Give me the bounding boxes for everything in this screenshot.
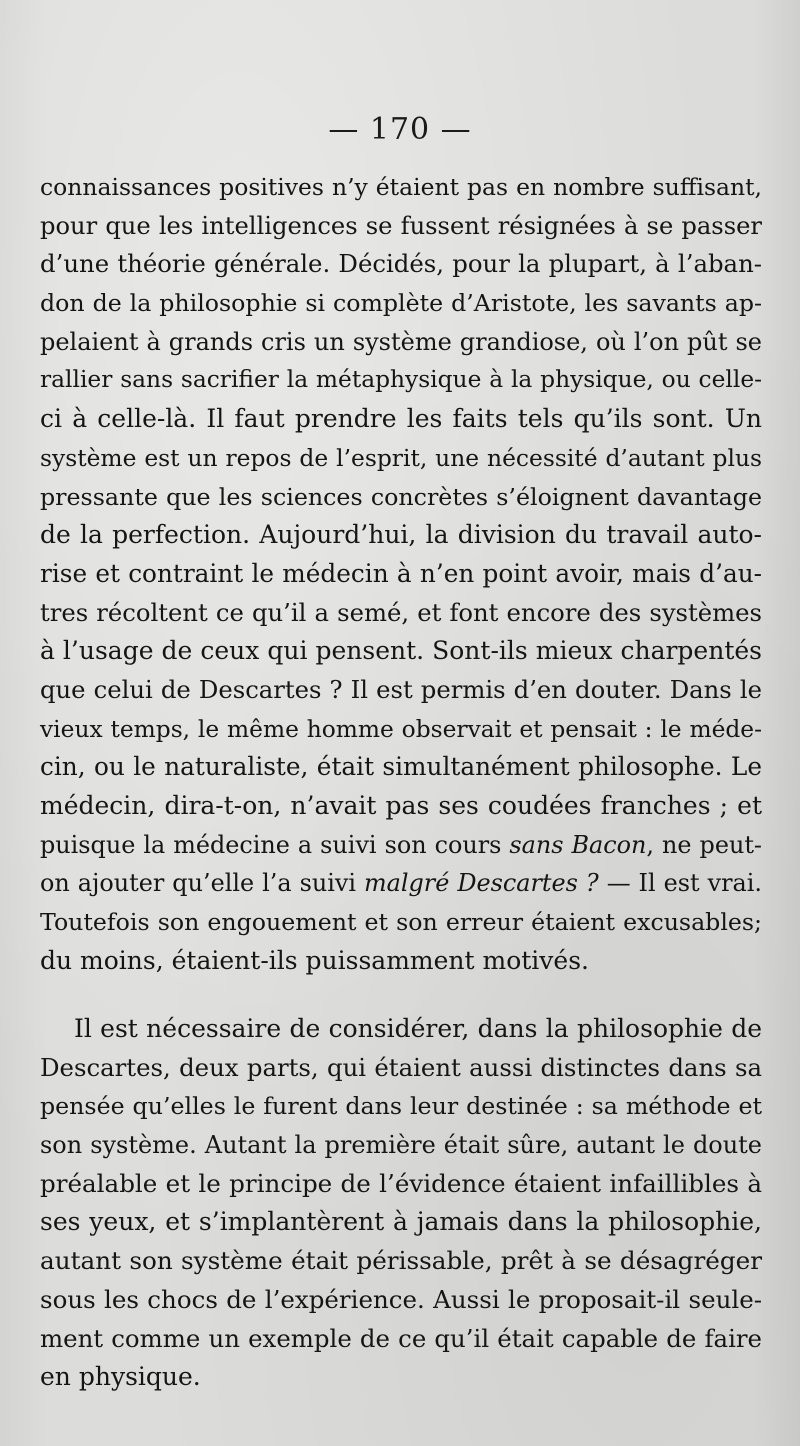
text-line: don de la philosophie si complète d’Aristote, les savants ap-: [40, 289, 762, 318]
text-line: vieux temps, le même homme observait et pensait : le méde-: [40, 714, 762, 743]
page-number: — 170 —: [328, 112, 472, 147]
text-line: en physique.: [40, 1362, 201, 1392]
text-line: Descartes, deux parts, qui étaient aussi distinctes dans sa: [40, 1052, 762, 1082]
text-line: autant son système était périssable, prêt à se désagréger: [40, 1246, 762, 1276]
text-line: à l’usage de ceux qui pensent. Sont-ils mieux charpentés: [40, 636, 762, 666]
text-line: ci à celle-là. Il faut prendre les faits tels qu’ils sont. Un: [40, 404, 762, 434]
text-line: d’une théorie générale. Décidés, pour la plupart, à l’aban-: [40, 249, 762, 279]
italic-segment: sans Bacon: [509, 830, 647, 859]
text-line: préalable et le principe de l’évidence étaient infaillibles à: [40, 1168, 762, 1198]
text-line: pour que les intelligences se fussent résignées à se passer: [40, 211, 762, 240]
text-line: son système. Autant la première était sûre, autant le doute: [40, 1131, 762, 1160]
text-line: Toutefois son engouement et son erreur étaient excusables;: [40, 908, 762, 937]
text-line: que celui de Descartes ? Il est permis d’en douter. Dans le: [40, 674, 762, 704]
text-line: connaissances positives n’y étaient pas en nombre suffisant,: [40, 173, 762, 201]
text-line: ment comme un exemple de ce qu’il était capable de faire: [40, 1323, 762, 1353]
text-line: sous les chocs de l’expérience. Aussi le proposait-il seule-: [40, 1284, 762, 1314]
text-line: médecin, dira-t-on, n’avait pas ses coudées franches ; et: [40, 791, 762, 820]
text-line: de la perfection. Aujourd’hui, la division du travail auto-: [40, 520, 762, 550]
text-segment: on ajouter qu’elle l’a suivi: [40, 869, 364, 898]
text-line: ses yeux, et s’implantèrent à jamais dans la philosophie,: [40, 1207, 762, 1237]
text-segment: — Il est vrai.: [598, 869, 762, 898]
text-segment: , ne peut-: [646, 830, 762, 859]
text-line: pensée qu’elles le furent dans leur destinée : sa méthode et: [40, 1092, 762, 1121]
text-line-italic-mixed: [40, 826, 762, 865]
text-line: pelaient à grands cris un système grandiose, où l’on pût se: [40, 327, 762, 356]
text-line: rise et contraint le médecin à n’en point avoir, mais d’au-: [40, 558, 762, 588]
paragraph-1: [40, 168, 762, 980]
text-line: rallier sans sacrifier la métaphysique à la physique, ou celle-: [40, 366, 762, 394]
text-segment: puisque la médecine a suivi son cours: [40, 830, 510, 859]
text-line: du moins, étaient-ils puissamment motivés.: [40, 945, 589, 975]
text-line: cin, ou le naturaliste, était simultanément philosophe. Le: [40, 752, 762, 782]
text-line: pressante que les sciences concrètes s’éloignent davantage: [40, 482, 762, 511]
text-line-italic-mixed: [40, 864, 762, 903]
text-line: système est un repos de l’esprit, une nécessité d’autant plus: [40, 443, 762, 472]
text-line: Il est nécessaire de considérer, dans la philosophie de: [74, 1014, 762, 1043]
text-line: tres récoltent ce qu’il a semé, et font encore des systèmes: [40, 597, 762, 627]
italic-segment: malgré Descartes ?: [363, 869, 599, 898]
paragraph-2: [40, 1010, 762, 1397]
